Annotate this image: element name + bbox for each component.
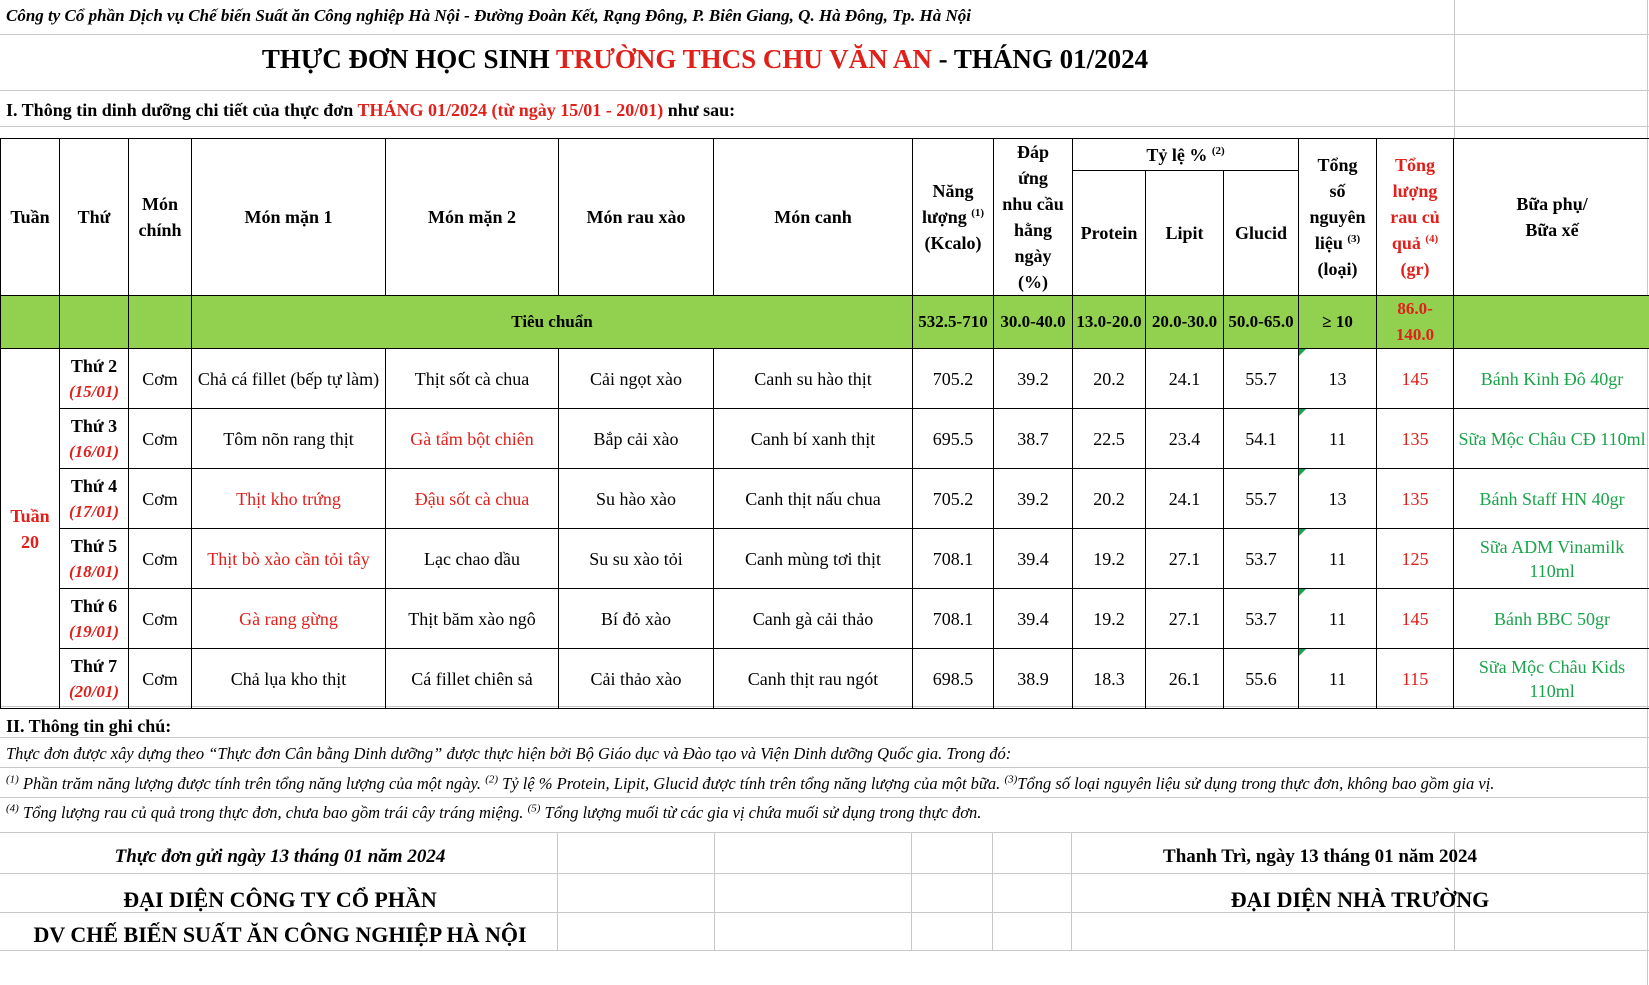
- company-representative-line2: DV CHẾ BIẾN SUẤT ĂN CÔNG NGHIỆP HÀ NỘI: [33, 922, 527, 947]
- title-suffix: - THÁNG 01/2024: [931, 44, 1149, 74]
- main-cell: Cơm: [129, 649, 192, 709]
- protein-cell: 22.5: [1073, 409, 1146, 469]
- soup-cell: Canh gà cải thảo: [714, 589, 913, 649]
- table-row: [1, 649, 1649, 709]
- salty2-cell: Lạc chao dầu: [386, 529, 559, 589]
- standard-glucid: 50.0-65.0: [1224, 296, 1299, 349]
- veg-total-cell: 135: [1377, 469, 1454, 529]
- day-cell: Thứ 3 (16/01): [60, 409, 129, 469]
- day-cell: Thứ 6 (19/01): [60, 589, 129, 649]
- table-row: [1, 349, 1649, 409]
- veg-cell: Bí đỏ xào: [559, 589, 714, 649]
- soup-cell: Canh thịt nấu chua: [714, 469, 913, 529]
- salty1-cell: Thịt bò xào cần tỏi tây: [192, 529, 386, 589]
- snack-cell: Sữa Mộc Châu Kids 110ml: [1454, 649, 1649, 709]
- veg-total-cell: 135: [1377, 409, 1454, 469]
- standard-veg-total: 86.0-140.0: [1377, 296, 1454, 349]
- meet-cell: 38.7: [994, 409, 1073, 469]
- meet-cell: 39.2: [994, 469, 1073, 529]
- energy-cell: 705.2: [913, 349, 994, 409]
- header-meet: Đáp ứng nhu cầu hằng ngày (%): [994, 139, 1073, 296]
- main-cell: Cơm: [129, 589, 192, 649]
- header-total: Tổng số nguyên liệu $^{(3)}$ (loại): [1299, 139, 1377, 296]
- meet-cell: 39.4: [994, 529, 1073, 589]
- veg-total-cell: 145: [1377, 349, 1454, 409]
- salty2-cell: Đậu sốt cà chua: [386, 469, 559, 529]
- table-row: [1, 529, 1649, 589]
- salty2-cell: Gà tẩm bột chiên: [386, 409, 559, 469]
- lipit-cell: 24.1: [1146, 469, 1224, 529]
- veg-total-cell: 125: [1377, 529, 1454, 589]
- note-line1: Thực đơn được xây dựng theo “Thực đơn Cân bằng Dinh dưỡng” được thực hiện bởi Bộ Giáo dục và Đào tạo và Viện Dinh dưỡng Quốc gia. Trong đó:: [6, 744, 1012, 763]
- header-soup: Món canh: [714, 139, 913, 296]
- meet-cell: 39.4: [994, 589, 1073, 649]
- main-cell: Cơm: [129, 529, 192, 589]
- total-cell: 13: [1299, 349, 1377, 409]
- day-cell: Thứ 4 (17/01): [60, 469, 129, 529]
- header-veg-total: Tổng lượng rau củ quả $^{(4)}$ (gr): [1377, 139, 1454, 296]
- week-cell: Tuần 20: [1, 349, 60, 709]
- section1-heading: [6, 100, 735, 121]
- header-week: Tuần: [1, 139, 60, 296]
- glucid-cell: 54.1: [1224, 409, 1299, 469]
- title-school: TRƯỜNG THCS CHU VĂN AN: [555, 44, 932, 74]
- energy-cell: 695.5: [913, 409, 994, 469]
- soup-cell: Canh bí xanh thịt: [714, 409, 913, 469]
- energy-cell: 708.1: [913, 589, 994, 649]
- header-veg: Món rau xào: [559, 139, 714, 296]
- protein-cell: 18.3: [1073, 649, 1146, 709]
- standard-protein: 13.0-20.0: [1073, 296, 1146, 349]
- section1-suffix: như sau:: [663, 100, 736, 120]
- veg-cell: Su hào xào: [559, 469, 714, 529]
- table-row: [1, 589, 1649, 649]
- page-title: [0, 44, 1410, 75]
- section1-month: THÁNG 01/2024 (từ ngày 15/01 - 20/01): [357, 100, 664, 120]
- salty2-cell: Thịt băm xào ngô: [386, 589, 559, 649]
- total-cell: 13: [1299, 469, 1377, 529]
- standard-meet: 30.0-40.0: [994, 296, 1073, 349]
- company-representative-line1: ĐẠI DIỆN CÔNG TY CỔ PHẦN: [123, 887, 437, 912]
- lipit-cell: 27.1: [1146, 589, 1224, 649]
- section1-prefix: I. Thông tin dinh dưỡng chi tiết của thực đơn: [6, 100, 358, 120]
- header-ratio: Tỷ lệ % $^{(2)}$: [1073, 139, 1299, 171]
- salty1-cell: Gà rang gừng: [192, 589, 386, 649]
- header-energy: Năng lượng $^{(1)}$ (Kcalo): [913, 139, 994, 296]
- header-day: Thứ: [60, 139, 129, 296]
- day-cell: Thứ 5 (18/01): [60, 529, 129, 589]
- veg-cell: Cải thảo xào: [559, 649, 714, 709]
- soup-cell: Canh thịt rau ngót: [714, 649, 913, 709]
- total-cell: 11: [1299, 589, 1377, 649]
- snack-cell: Sữa ADM Vinamilk 110ml: [1454, 529, 1649, 589]
- lipit-cell: 24.1: [1146, 349, 1224, 409]
- standard-label: Tiêu chuẩn: [192, 296, 913, 349]
- snack-cell: Bánh Staff HN 40gr: [1454, 469, 1649, 529]
- total-cell: 11: [1299, 529, 1377, 589]
- salty1-cell: Chả lụa kho thịt: [192, 649, 386, 709]
- veg-cell: Cải ngọt xào: [559, 349, 714, 409]
- main-cell: Cơm: [129, 349, 192, 409]
- school-representative: ĐẠI DIỆN NHÀ TRƯỜNG: [1230, 887, 1490, 912]
- place-date: Thanh Trì, ngày 13 tháng 01 năm 2024: [1163, 846, 1477, 867]
- header-salty2: Món mặn 2: [386, 139, 559, 296]
- energy-cell: 705.2: [913, 469, 994, 529]
- standard-row: [1, 296, 1649, 349]
- note-line3: $^{(4)}$ Tổng lượng rau củ quả trong thực đơn, chưa bao gồm trái cây tráng miệng. $^{(5)}$ Tổng lượng muối từ các gia vị chứa muối sử dụng trong thực đơn.: [6, 802, 982, 822]
- salty2-cell: Cá fillet chiên sả: [386, 649, 559, 709]
- veg-cell: Su su xào tỏi: [559, 529, 714, 589]
- header-protein: Protein: [1073, 171, 1146, 296]
- header-glucid: Glucid: [1224, 171, 1299, 296]
- lipit-cell: 26.1: [1146, 649, 1224, 709]
- standard-lipit: 20.0-30.0: [1146, 296, 1224, 349]
- energy-cell: 698.5: [913, 649, 994, 709]
- standard-total: ≥ 10: [1299, 296, 1377, 349]
- veg-total-cell: 145: [1377, 589, 1454, 649]
- lipit-cell: 23.4: [1146, 409, 1224, 469]
- protein-cell: 19.2: [1073, 529, 1146, 589]
- snack-cell: Bánh BBC 50gr: [1454, 589, 1649, 649]
- protein-cell: 20.2: [1073, 349, 1146, 409]
- salty1-cell: Thịt kho trứng: [192, 469, 386, 529]
- veg-total-cell: 115: [1377, 649, 1454, 709]
- snack-cell: Bánh Kinh Đô 40gr: [1454, 349, 1649, 409]
- header-salty1: Món mặn 1: [192, 139, 386, 296]
- soup-cell: Canh mùng tơi thịt: [714, 529, 913, 589]
- standard-energy: 532.5-710: [913, 296, 994, 349]
- salty1-cell: Chả cá fillet (bếp tự làm): [192, 349, 386, 409]
- header-snack: Bữa phụ/ Bữa xế: [1454, 139, 1649, 296]
- protein-cell: 20.2: [1073, 469, 1146, 529]
- lipit-cell: 27.1: [1146, 529, 1224, 589]
- total-cell: 11: [1299, 649, 1377, 709]
- soup-cell: Canh su hào thịt: [714, 349, 913, 409]
- energy-cell: 708.1: [913, 529, 994, 589]
- menu-table: [0, 138, 1649, 709]
- glucid-cell: 55.7: [1224, 469, 1299, 529]
- salty2-cell: Thịt sốt cà chua: [386, 349, 559, 409]
- note-line2: $^{(1)}$ Phần trăm năng lượng được tính trên tổng năng lượng của một ngày. $^{(2)}$ Tỷ lệ % Protein, Lipit, Glucid được tính trên tổng năng lượng của một bữa. $^{(3)}$Tổng số loại nguyên liệu sử dụng trong thực đơn, không bao gồm gia vị.: [6, 773, 1495, 793]
- company-address: Công ty Cổ phần Dịch vụ Chế biến Suất ăn Công nghiệp Hà Nội - Đường Đoàn Kết, Rạng Đông, P. Biên Giang, Q. Hà Đông, Tp. Hà Nội: [6, 6, 972, 25]
- salty1-cell: Tôm nõn rang thịt: [192, 409, 386, 469]
- veg-cell: Bắp cải xào: [559, 409, 714, 469]
- glucid-cell: 55.6: [1224, 649, 1299, 709]
- protein-cell: 19.2: [1073, 589, 1146, 649]
- title-prefix: THỰC ĐƠN HỌC SINH: [261, 44, 556, 74]
- table-row: [1, 409, 1649, 469]
- header-lipit: Lipit: [1146, 171, 1224, 296]
- meet-cell: 39.2: [994, 349, 1073, 409]
- glucid-cell: 53.7: [1224, 529, 1299, 589]
- day-cell: Thứ 2 (15/01): [60, 349, 129, 409]
- glucid-cell: 55.7: [1224, 349, 1299, 409]
- main-cell: Cơm: [129, 409, 192, 469]
- table-row: [1, 469, 1649, 529]
- main-cell: Cơm: [129, 469, 192, 529]
- total-cell: 11: [1299, 409, 1377, 469]
- section2-heading: II. Thông tin ghi chú:: [6, 716, 172, 736]
- meet-cell: 38.9: [994, 649, 1073, 709]
- header-main: Món chính: [129, 139, 192, 296]
- snack-cell: Sữa Mộc Châu CĐ 110ml: [1454, 409, 1649, 469]
- day-cell: Thứ 7 (20/01): [60, 649, 129, 709]
- glucid-cell: 53.7: [1224, 589, 1299, 649]
- sent-date: Thực đơn gửi ngày 13 tháng 01 năm 2024: [114, 846, 446, 867]
